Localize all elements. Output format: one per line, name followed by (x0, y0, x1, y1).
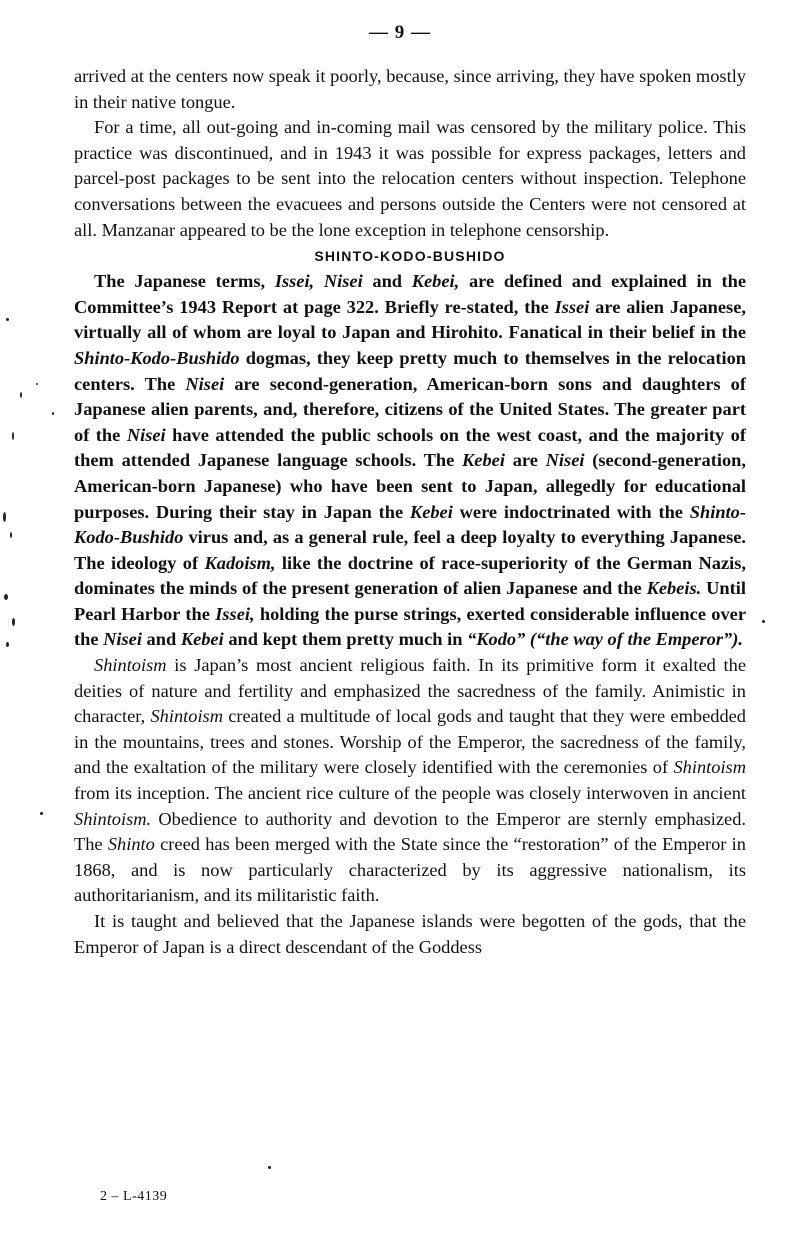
scan-speck (12, 432, 14, 440)
paragraph-continuation: arrived at the centers now speak it poorly, because, since arriving, they have spoken mostly in their native tongue. (74, 66, 746, 112)
section-heading-text: SHINTO-KODO-BUSHIDO (314, 248, 506, 265)
scan-speck (40, 812, 43, 815)
body-text (74, 64, 746, 960)
scan-speck (268, 1166, 271, 1169)
paragraph-japanese-terms: The Japanese terms, Issei, Nisei and Kebei, are defined and explained in the Committee’s 1943 Report at page 322. Briefly re-stated, the Issei are alien Japanese, virtually all of whom are loyal to Japan and Hirohito. Fanatical in their belief in the Shinto-Kodo-Bushido dogmas, they keep pretty much to themselves in the relocation centers. The Nisei are second-generation, American-born sons and daughters of Japanese alien parents, and, therefore, citizens of the United States. The greater part of the Nisei have attended the public schools on the west coast, and the majority of them attended Japanese language schools. The Kebei are Nisei (second-generation, American-born Japanese) who have been sent to Japan, allegedly for educational purposes. During their stay in Japan the Kebei were indoctrinated with the Shinto-Kodo-Bushido virus and, as a general rule, feel a deep loyalty to everything Japanese. The ideology of Kadoism, like the doctrine of race-superiority of the German Nazis, dominates the minds of the present generation of alien Japanese and the Kebeis. Until Pearl Harbor the Issei, holding the purse strings, exerted considerable influence over the Nisei and Kebei and kept them pretty much in “Kodo” (“the way of the Emperor”). (74, 271, 747, 650)
scan-speck (6, 642, 9, 647)
normal-text-block-2 (74, 653, 746, 960)
scan-speck (52, 412, 54, 415)
paragraph-shintoism: Shintoism is Japan’s most ancient religious faith. In its primitive form it exalted the deities of nature and fertility and emphasized the sacredness of the family. Animistic in character, Shintoism created a multitude of local gods and taught that they were embedded in the mountains, trees and stones. Worship of the Emperor, the sacredness of the family, and the exaltation of the military were closely identified with the ceremonies of Shintoism from its inception. The ancient rice culture of the people was closely interwoven in ancient Shintoism. Obedience to authority and devotion to the Emperor are sternly emphasized. The Shinto creed has been merged with the State since the “restoration” of the Emperor in 1868, and is now particularly characterized by its aggressive nationalism, its authoritarianism, and its militaristic faith. (74, 655, 746, 906)
footer-print-code: 2 – L-4139 (100, 1189, 168, 1204)
scan-speck (20, 392, 22, 398)
page-number: — 9 — (369, 22, 431, 43)
section-heading (74, 244, 746, 268)
paragraph-japanese-islands: It is taught and believed that the Japanese islands were begotten of the gods, that the Emperor of Japan is a direct descendant of the Goddess (74, 911, 746, 957)
scan-speck (10, 532, 12, 538)
scan-speck (36, 383, 38, 385)
scan-speck (3, 512, 6, 522)
scan-speck (6, 318, 9, 321)
scan-speck (4, 594, 8, 600)
bold-text-block (74, 269, 746, 653)
normal-text-block (74, 64, 746, 243)
paragraph-mail-censorship: For a time, all out-going and in-coming mail was censored by the military police. This practice was discontinued, and in 1943 it was possible for express packages, letters and parcel-post packages to be sent into the relocation centers without inspection. Telephone conversations between the evacuees and persons outside the Centers were not censored at all. Manzanar appeared to be the lone exception in telephone censorship. (74, 117, 746, 240)
scan-speck (12, 618, 15, 626)
scan-speck (762, 620, 765, 623)
